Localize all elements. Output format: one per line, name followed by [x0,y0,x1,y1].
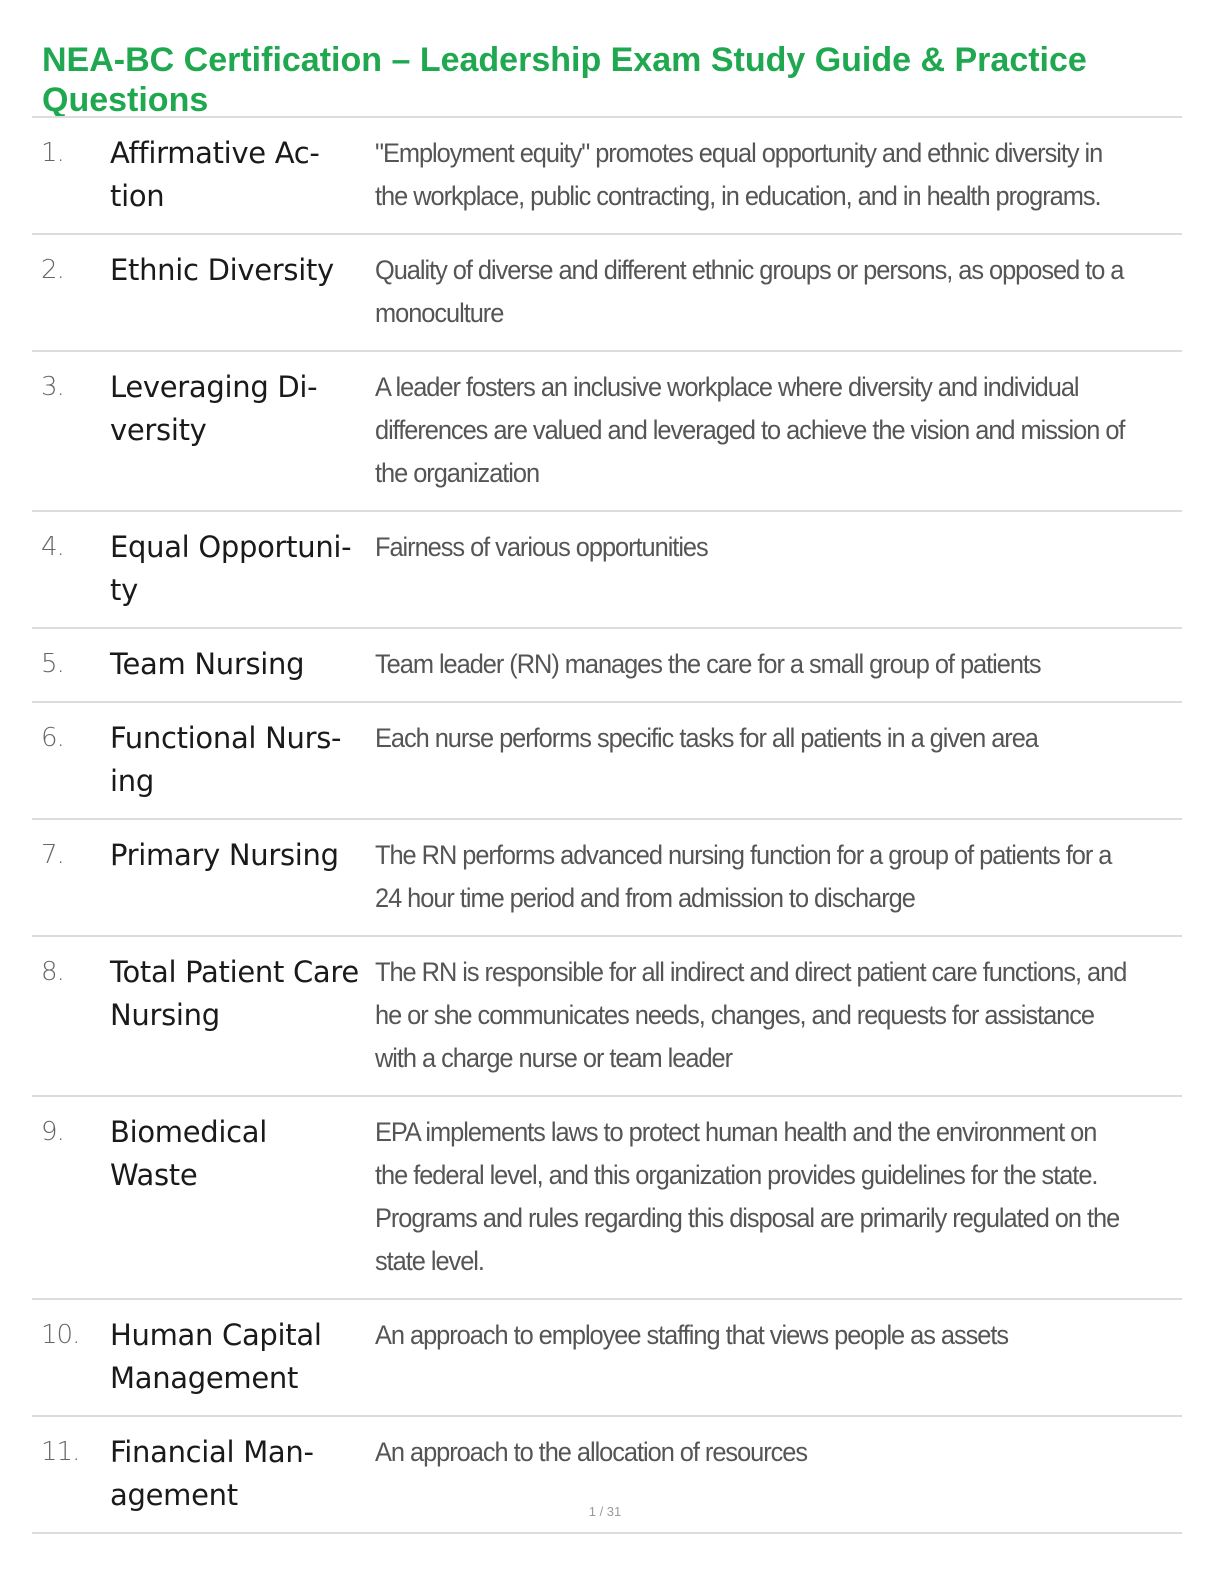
flashcard-entry [32,352,1182,512]
entry-term: Ethnic Diversity [110,253,334,287]
page-number: 1 / 31 [588,1504,622,1519]
entry-number: 4. [41,532,64,562]
entry-term: Total Patient Care Nursing [110,955,359,1032]
entry-term: Leveraging Di-versity [110,370,318,447]
flashcard-entry [32,937,1182,1097]
entry-number: 7. [41,840,64,870]
entry-number: 5. [41,649,64,679]
entry-definition: An approach to employee staffing that views people as assets [375,1320,1009,1350]
entry-term: Financial Man-agement [110,1435,314,1512]
flashcard-entry [32,1300,1182,1417]
entry-number: 3. [41,372,64,402]
entry-number: 8. [41,957,64,987]
entry-term: Biomedical Waste [110,1115,268,1192]
entry-number: 10. [41,1320,80,1350]
entry-number: 2. [41,255,64,285]
entry-term: Human Capital Management [110,1318,322,1395]
entry-number: 11. [41,1437,80,1467]
entry-term: Primary Nursing [110,838,339,872]
flashcard-entry [32,1097,1182,1300]
entry-definition: The RN performs advanced nursing function for a group of patients for a 24 hour time period and from admission to discharge [375,840,1112,913]
entry-definition: EPA implements laws to protect human health and the environment on the federal level, and this organization provides guidelines for the state. Programs and rules regarding this disposal are primarily regulated on the state level. [375,1117,1120,1276]
flashcard-entry [32,512,1182,629]
entry-definition: "Employment equity" promotes equal opportunity and ethnic diversity in the workplace, public contracting, in education, and in health programs. [375,138,1103,211]
entry-definition: The RN is responsible for all indirect and direct patient care functions, and he or she communicates needs, changes, and requests for assistance with a charge nurse or team leader [375,957,1127,1073]
entry-definition: An approach to the allocation of resources [375,1437,808,1467]
entry-definition: Quality of diverse and different ethnic groups or persons, as opposed to a monoculture [375,255,1124,328]
entry-definition: Each nurse performs specific tasks for all patients in a given area [375,723,1038,753]
entry-term: Affirmative Ac-tion [110,136,320,213]
flashcard-entry [32,235,1182,352]
flashcard-entry [32,820,1182,937]
flashcard-entry [32,703,1182,820]
flashcard-entry [32,629,1182,703]
entry-number: 9. [41,1117,64,1147]
entry-term: Equal Opportuni-ty [110,530,352,607]
entry-term: Team Nursing [110,647,305,681]
flashcard-list [32,116,1182,1534]
entry-number: 1. [41,138,64,168]
flashcard-entry [32,118,1182,235]
entry-definition: Team leader (RN) manages the care for a small group of patients [375,649,1041,679]
entry-term: Functional Nurs-ing [110,721,342,798]
entry-definition: Fairness of various opportunities [375,532,708,562]
document-title: NEA-BC Certification – Leadership Exam Study Guide & Practice Questions [42,41,1087,119]
entry-definition: A leader fosters an inclusive workplace where diversity and individual differences are valued and leveraged to achieve the vision and mission of the organization [375,372,1125,488]
entry-number: 6. [41,723,64,753]
